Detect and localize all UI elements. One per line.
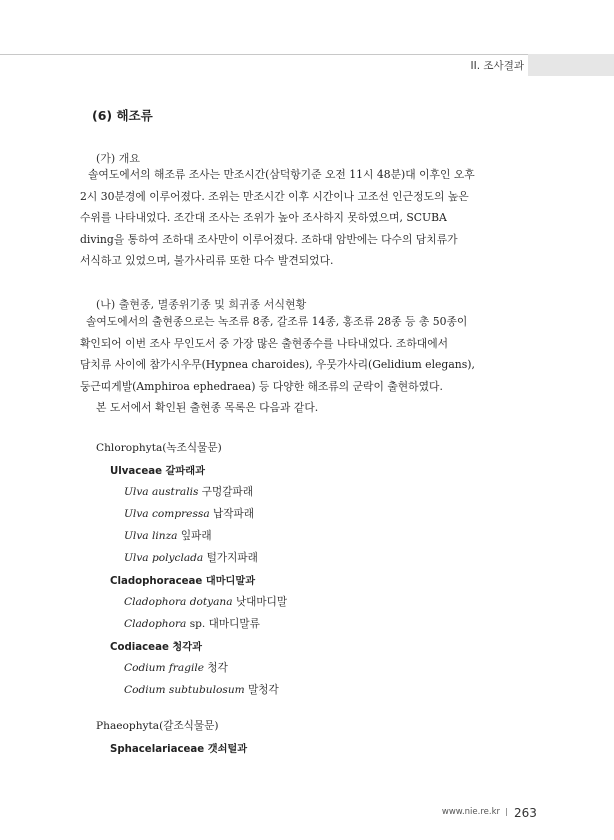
- footer-url: www.nie.re.kr: [441, 807, 500, 817]
- overview-line-3: 수위를 나타내었다. 조간대 조사는 조위가 높아 조사하지 못하였으며, SCUBA: [80, 211, 447, 224]
- species-ulva-compressa: [124, 506, 254, 521]
- species-ulva-linza: [124, 528, 212, 543]
- phylum-phaeophyta: Phaeophyta(갈조식물문): [96, 720, 219, 732]
- overview-line-4: diving을 통하여 조하대 조사만이 이루어졌다. 조하대 암반에는 다수의 담치류가: [80, 232, 458, 246]
- header-rule: [0, 54, 614, 55]
- korean-name: 구멍갈파래: [201, 486, 253, 498]
- family-ulvaceae: Ulvaceae 갈파래과: [110, 466, 205, 477]
- footer-separator: [506, 808, 507, 816]
- subheading-overview: (가) 개요: [96, 152, 140, 165]
- overview-line-5: 서식하고 있었으며, 불가사리류 또한 다수 발견되었다.: [80, 254, 334, 267]
- overview-paragraph: [80, 164, 534, 272]
- overview-line-1: 솔여도에서의 해조류 조사는 만조시간(삼덕항기준 오전 11시 48분)대 이후인 오후: [88, 168, 475, 181]
- subheading-species: (나) 출현종, 멸종위기종 및 희귀종 서식현황: [96, 298, 307, 311]
- scientific-name: Ulva australis: [124, 486, 199, 498]
- section-title: (6) 해조류: [92, 108, 153, 123]
- scientific-name: Cladophora dotyana: [124, 596, 233, 608]
- species-paragraph: [80, 311, 534, 419]
- korean-name: sp. 대마디말류: [189, 618, 260, 630]
- species-line-1: 솔여도에서의 출현종으로는 녹조류 8종, 갈조류 14종, 홍조류 28종 등 총 50종이: [86, 315, 468, 328]
- korean-name: 청각: [207, 662, 228, 674]
- scientific-name: Ulva linza: [124, 530, 178, 542]
- family-cladophoraceae: Cladophoraceae 대마디말과: [110, 576, 256, 587]
- korean-name: 털가지파래: [206, 552, 258, 564]
- species-ulva-australis: [124, 484, 253, 499]
- korean-name: 말청각: [248, 684, 279, 696]
- page-number: 263: [514, 806, 537, 820]
- species-line-4: 둥근띠게발(Amphiroa ephedraea) 등 다양한 해조류의 군락이 출현하였다.: [80, 379, 443, 393]
- species-codium-fragile: [124, 660, 228, 675]
- korean-name: 낫대마디말: [235, 596, 288, 608]
- overview-line-2: 2시 30분경에 이루어졌다. 조위는 만조시간 이후 시간이나 고조선 인근정도의 높은: [80, 189, 469, 203]
- phylum-chlorophyta: Chlorophyta(녹조식물문): [96, 442, 222, 454]
- scientific-name: Cladophora: [124, 618, 187, 630]
- species-cladophora-sp: [124, 616, 260, 631]
- scientific-name: Codium subtubulosum: [124, 684, 245, 696]
- species-ulva-polyclada: [124, 550, 258, 565]
- species-line-3: 담치류 사이에 참가시우무(Hypnea charoides), 우뭇가사리(Gelidium elegans),: [80, 358, 475, 371]
- scientific-name: Ulva compressa: [124, 508, 210, 520]
- scientific-name: Codium fragile: [124, 662, 205, 674]
- scientific-name: Ulva polyclada: [124, 552, 204, 564]
- korean-name: 잎파래: [180, 530, 212, 542]
- species-cladophora-dotyana: [124, 594, 287, 609]
- running-header: II. 조사결과: [470, 60, 524, 72]
- species-codium-subtubulosum: [124, 682, 279, 697]
- korean-name: 납작파래: [213, 508, 254, 520]
- family-sphacelariaceae: Sphacelariaceae 갯쇠털과: [110, 744, 248, 755]
- species-line-5: 본 도서에서 확인된 출현종 목록은 다음과 같다.: [96, 401, 319, 414]
- species-line-2: 확인되어 이번 조사 무인도서 중 가장 많은 출현종수를 나타내었다. 조하대에서: [80, 336, 449, 350]
- family-codiaceae: Codiaceae 청각과: [110, 642, 202, 653]
- header-tab: [528, 54, 614, 76]
